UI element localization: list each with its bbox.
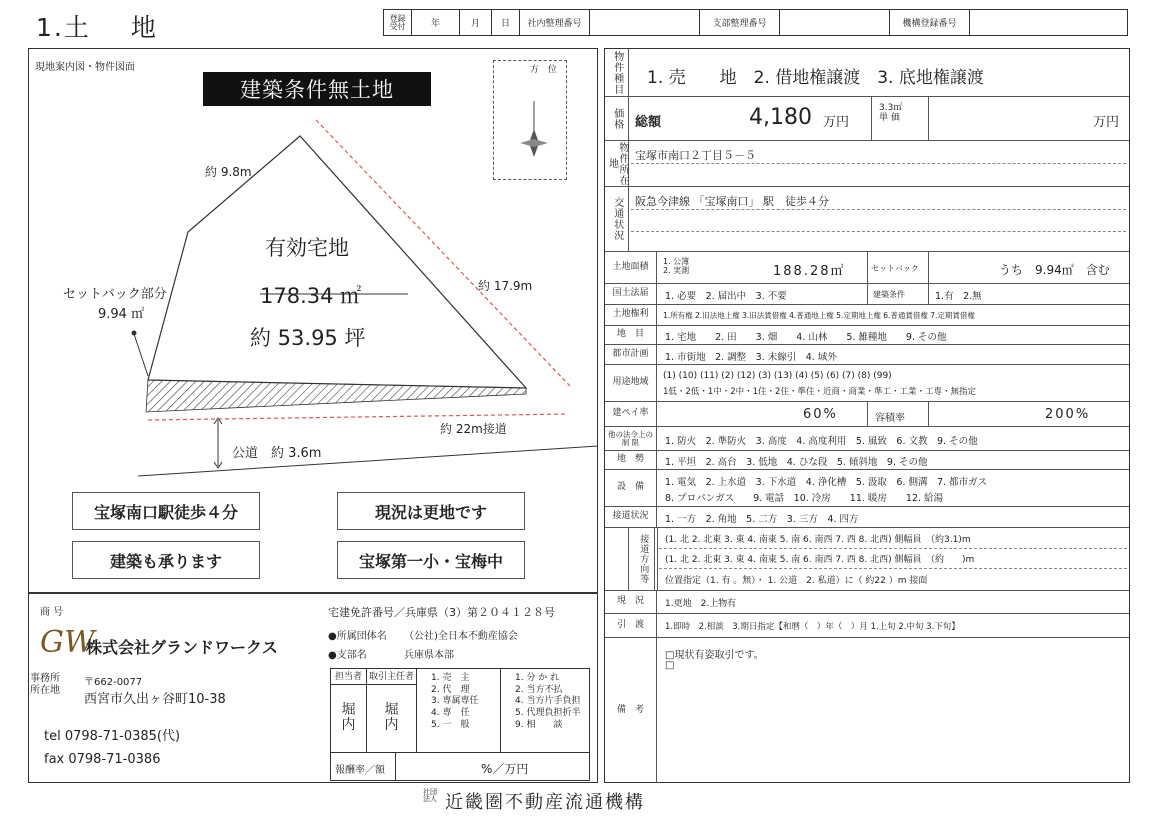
title-char: 地	[130, 13, 158, 42]
day-label: 日	[492, 10, 520, 35]
compass-label: 方 位	[530, 65, 560, 75]
month-label: 月	[460, 10, 492, 35]
company-logo: GW	[40, 625, 95, 660]
company-address: 西宮市久出ヶ谷町10-38	[84, 692, 226, 707]
zoning-label: 用途地域	[605, 365, 657, 401]
transport-access: 阪急今津線 「宝塚南口」 駅 徒歩４分	[635, 195, 829, 208]
price-unit: 万円	[823, 115, 850, 130]
school-badge: 宝塚第一小・宝梅中	[337, 541, 525, 579]
bcr-value: 60%	[803, 407, 838, 422]
license-number: 宅建免許番号／兵庫県（3）第２０４１２８号	[328, 606, 555, 619]
company-fax: fax 0798-71-0386	[44, 752, 161, 767]
transport-label: 交通状況	[605, 187, 629, 251]
corp-mark: 社団 法人	[423, 788, 437, 803]
fee-allocation-list: 1. 分 か れ 2. 当方不払 4. 当方片手負担 5. 代理負担折半 9. 相 談	[515, 673, 581, 730]
facility-label: 設 備	[605, 470, 657, 506]
fee-value: %／万円	[481, 762, 529, 776]
current-state: 1.更地 2.上物有	[665, 599, 737, 609]
road-label: 公道 約 3.6m	[232, 446, 322, 461]
fee-box	[330, 753, 590, 781]
road-position: 位置指定（1. 有 。無）・ 1. 公道 2. 私道）に（ 約22 ）m 接面	[665, 576, 928, 586]
remarks-line-1: □現状有姿取引です。	[665, 650, 764, 661]
far-label: 容積率	[875, 413, 905, 424]
terrain-label: 地 勢	[605, 451, 657, 469]
land-rights: 1.所有権 2.旧法地上権 3.旧法賃借権 4.普通地上権 5.定期地上権 6.普通賃借権 7.定期賃借権	[663, 311, 975, 320]
price-label: 価格	[605, 97, 629, 140]
build-cond: 1.有 2.無	[935, 291, 982, 302]
company-zip: 〒662-0077	[84, 677, 143, 688]
registration-header	[383, 9, 1128, 36]
year-label: 年	[412, 10, 460, 35]
unit-price-unit: 万円	[1093, 115, 1120, 130]
road-status: 1. 一方 2. 角地 5. 二方 3. 三方 4. 四方	[665, 514, 859, 525]
other-law-label: 他の法令上の 制 限	[605, 427, 657, 450]
setback-table-value: うち 9.94㎡ 含む	[999, 263, 1110, 277]
land-category: 1. 宅地 2. 田 3. 畑 4. 山林 5. 雑種地 9. その他	[665, 332, 947, 343]
status-badge: 現況は更地です	[337, 492, 525, 530]
unit-price-label: 3.3㎡ 単 価	[879, 103, 903, 123]
station-access-badge: 宝塚南口駅徒歩４分	[72, 492, 260, 530]
setback-value: 9.94 ㎡	[98, 307, 145, 322]
manager-label: 取引主任者	[367, 669, 416, 685]
land-cat-label: 地 目	[605, 326, 657, 344]
national-label: 国土法届	[605, 284, 657, 304]
handover: 1.即時 2.相談 3.期日指定【和暦（ ）年（ ）月 1.上旬 2.中旬 3.下旬】	[665, 622, 960, 632]
road-direction-label: 接道方向等	[631, 528, 655, 590]
title-char: 土	[63, 13, 91, 42]
area-label: 有効宅地	[265, 236, 349, 260]
type-label: 物件種目	[605, 49, 629, 96]
setback-table-label: セットバック	[871, 264, 919, 273]
site-plot-drawing	[28, 48, 598, 488]
area-sqm: 178.34 ㎡	[260, 284, 362, 308]
far-value: 200%	[1045, 407, 1091, 422]
build-service-badge: 建築も承ります	[72, 541, 260, 579]
property-type: 1. 売 地 2. 借地権譲渡 3. 底地権譲渡	[647, 68, 984, 88]
road-direction-2: (1. 北 2. 北東 3. 東 4. 南東 5. 南 6. 南西 7. 西 8. 北西) 側幅員 （約 )m	[665, 555, 975, 565]
property-location: 宝塚市南口２丁目５－５	[635, 149, 756, 162]
land-area-options: 1. 公簿 2. 実測	[663, 257, 690, 275]
assoc-label: ●所属団体名	[328, 631, 387, 642]
company-tel[interactable]: tel 0798-71-0385(代)	[44, 729, 181, 744]
facilities-1: 1. 電気 2. 上水道 3. 下水道 4. 浄化槽 5. 汲取 6. 側溝 7. 都市ガス	[665, 477, 988, 488]
org-no-label: 機構登録番号	[890, 10, 970, 35]
handover-label: 引 渡	[605, 614, 657, 637]
branch-no-label: 支部整理番号	[700, 10, 780, 35]
rights-label: 土地権利	[605, 305, 657, 325]
land-area-label: 土地面積	[605, 252, 657, 283]
manager-name: 堀 内	[384, 702, 399, 734]
road-direction-1: (1. 北 2. 北東 3. 東 4. 南東 5. 南 6. 南西 7. 西 8. 北西) 側幅員 （約3.1)m	[665, 535, 971, 545]
footer-org: 近畿圏不動産流通機構	[445, 792, 645, 813]
org-no-field[interactable]	[970, 10, 1127, 35]
remarks-label: 備 考	[605, 638, 657, 783]
branch-no-field[interactable]	[780, 10, 890, 35]
branch-name: 兵庫県本部	[404, 650, 454, 661]
national-notice: 1. 必要 2. 届出中 3. 不要	[665, 291, 787, 302]
person-label: 担当者	[331, 669, 366, 685]
title-number: 1.	[36, 13, 64, 42]
page-title	[36, 8, 158, 44]
dimension-right: 約 17.9m	[478, 279, 533, 293]
setback-label: セットバック部分	[63, 287, 167, 302]
city-planning: 1. 市街地 2. 調整 3. 未線引 4. 域外	[665, 352, 837, 363]
road-status-label: 接道状況	[605, 507, 657, 527]
price-value: 4,180	[749, 105, 812, 130]
dimension-frontage: 約 22m接道	[440, 422, 507, 436]
terrain: 1. 平坦 2. 高台 3. 低地 4. ひな段 5. 傾斜地 9. その他	[665, 457, 928, 468]
trade-name-label: 商 号	[40, 607, 64, 618]
company-name: 株式会社グランドワークス	[86, 638, 278, 657]
transaction-mode-list: 1. 売 主 2. 代 理 3. 専属専任 4. 専 任 5. 一 般	[417, 669, 501, 752]
land-area: 188.28㎡	[773, 264, 846, 279]
area-tsubo: 約 53.95 坪	[250, 326, 366, 350]
price-total-label: 総額	[635, 115, 662, 130]
facilities-2: 8. プロパンガス 9. 電話 10. 冷房 11. 暖房 12. 給湯	[665, 493, 944, 504]
zoning-codes: (1) (10) (11) (2) (12) (3) (13) (4) (5) (6) (7) (8) (99)	[663, 371, 892, 381]
condition-banner: 建築条件無土地	[203, 72, 431, 106]
branch-label: ●支部名	[328, 650, 367, 661]
bcr-label: 建ペイ率	[605, 402, 657, 426]
reg-label: 登録 受付	[384, 10, 412, 35]
internal-no-label: 社内整理番号	[520, 10, 590, 35]
property-spec-table	[604, 48, 1130, 783]
office-label: 事務所 所在地	[30, 673, 60, 696]
dimension-top: 約 9.8m	[205, 165, 252, 179]
remarks-line-2: □	[665, 660, 675, 671]
assoc-name: （公社)全日本不動産協会	[404, 631, 518, 642]
person-name: 堀 内	[341, 702, 356, 734]
location-label: 物件所在地	[606, 141, 628, 186]
zoning-names: 1低・2低・1中・2中・1住・2住・準住・近商・商業・準工・工業・工専・無指定	[663, 387, 976, 397]
build-cond-label: 建築条件	[873, 290, 905, 299]
internal-no-field[interactable]	[590, 10, 700, 35]
city-plan-label: 都市計画	[605, 345, 657, 364]
representative-table	[330, 668, 590, 753]
other-law: 1. 防火 2. 準防火 3. 高度 4. 高度利用 5. 風致 6. 文教 9. その他	[665, 436, 978, 447]
map-caption: 現地案内図・物件図面	[35, 62, 135, 73]
fee-label: 報酬率／額	[335, 765, 385, 776]
current-label: 現 況	[605, 591, 657, 613]
